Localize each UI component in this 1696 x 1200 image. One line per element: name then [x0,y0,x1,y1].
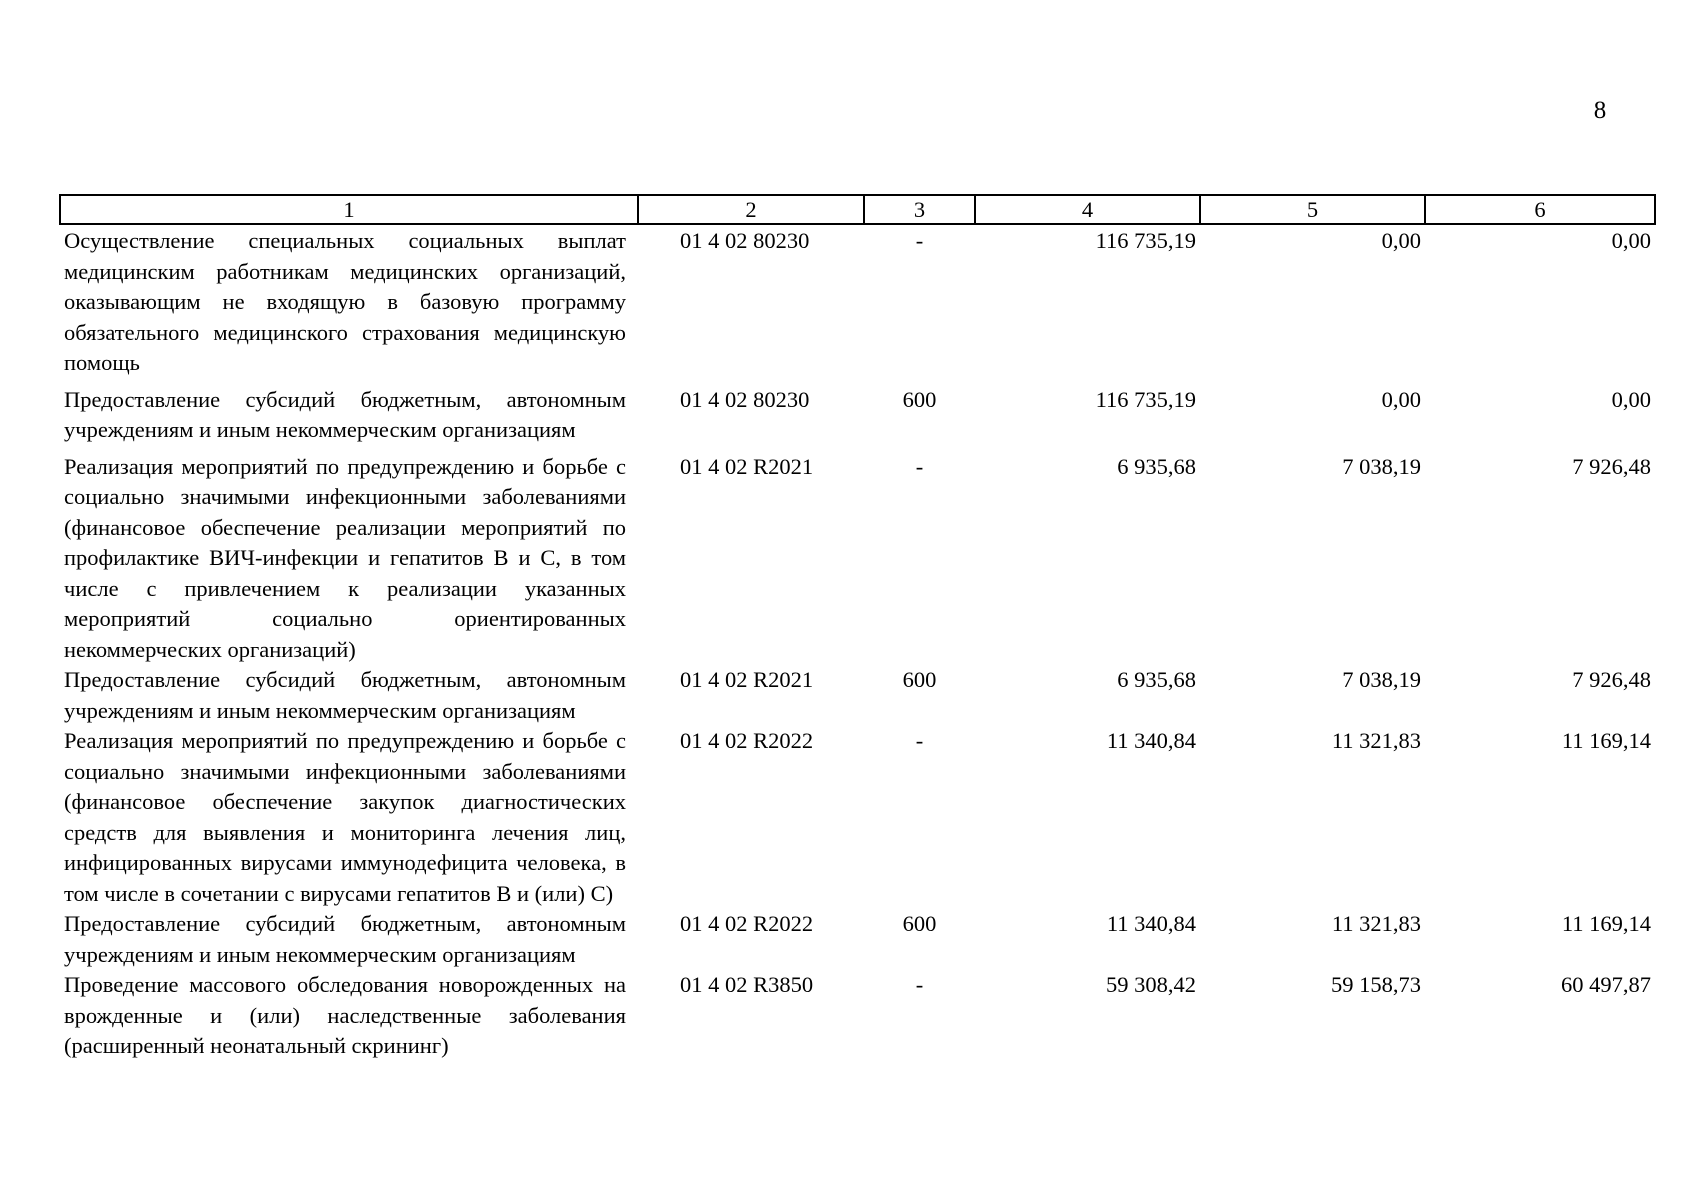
row-kind: - [915,972,924,997]
row-value-4: 59 308,42 [1106,972,1196,997]
row-name: Реализация мероприятий по предупреждению и борьбе с социально значимыми инфекционными заболеваниями (финансовое обеспечение реализации мероприятий по профилактике ВИЧ-инфекции и гепатитов В и С, в том числе с привлечением к реализации указанных мероприятий социально ориентированных некоммерческих организаций) [64,453,626,662]
row-name: Предоставление субсидий бюджетным, автономным учреждениям и иным некоммерческим организациям [64,386,626,442]
row-name: Предоставление субсидий бюджетным, автономным учреждениям и иным некоммерческим организациям [64,667,626,723]
row-value-4: 11 340,84 [1106,728,1196,753]
table-row [60,446,1655,666]
row-value-6: 11 169,14 [1561,728,1651,753]
row-value-5: 59 158,73 [1331,972,1421,997]
row-value-4: 6 935,68 [1117,453,1196,479]
row-value-4: 116 735,19 [1095,228,1196,253]
header-col-5: 5 [1200,195,1425,224]
table-row [60,379,1655,446]
row-value-5: 11 321,83 [1331,728,1421,753]
row-name: Предоставление субсидий бюджетным, автономным учреждениям и иным некоммерческим организациям [64,911,626,967]
budget-table [59,194,1656,1062]
row-value-6: 7 926,48 [1572,667,1651,692]
row-kind: 600 [902,667,937,692]
table-header [60,195,1655,224]
table-body [60,224,1655,1062]
header-col-1: 1 [60,195,638,224]
row-code: 01 4 02 R3850 [680,972,814,997]
row-name: Реализация мероприятий по предупреждению и борьбе с социально значимыми инфекционными заболеваниями (финансовое обеспечение закупок диагностических средств для выявления и мониторинга лечения лиц, инфицированных вирусами иммунодефицита человека, в том числе в сочетании с вирусами гепатитов В и (или) С) [64,728,626,906]
row-kind: - [915,228,924,253]
row-value-6: 11 169,14 [1561,911,1651,936]
row-kind: - [915,728,924,753]
header-col-3: 3 [864,195,975,224]
row-value-6: 0,00 [1611,228,1651,253]
row-value-5: 7 038,19 [1342,453,1421,479]
row-value-6: 7 926,48 [1572,453,1651,479]
row-value-5: 0,00 [1381,228,1421,253]
header-col-6: 6 [1425,195,1655,224]
row-value-4: 6 935,68 [1117,667,1196,692]
row-value-4: 11 340,84 [1106,911,1196,936]
row-code: 01 4 02 R2021 [680,453,814,479]
row-value-6: 0,00 [1611,386,1651,412]
row-name: Проведение массового обследования новорожденных на врожденные и (или) наследственные заболевания (расширенный неонатальный скрининг) [64,972,626,1058]
table-row [60,224,1655,379]
row-kind: 600 [902,911,937,936]
row-value-4: 116 735,19 [1095,386,1196,412]
row-kind: 600 [902,386,937,412]
header-col-4: 4 [975,195,1200,224]
row-name: Осуществление специальных социальных выплат медицинским работникам медицинских организаций, оказывающим не входящую в базовую программу обязательного медицинского страхования медицинскую помощь [64,228,626,375]
row-value-6: 60 497,87 [1561,972,1651,997]
row-kind: - [915,453,924,479]
table-row [60,726,1655,909]
row-code: 01 4 02 R2022 [680,911,814,936]
table-row [60,909,1655,970]
row-code: 01 4 02 R2022 [680,728,814,753]
table-row [60,665,1655,726]
row-value-5: 0,00 [1381,386,1421,412]
page-number: 8 [1593,97,1607,124]
table-row [60,970,1655,1062]
row-code: 01 4 02 80230 [680,386,810,412]
row-code: 01 4 02 80230 [680,228,810,253]
header-col-2: 2 [638,195,864,224]
row-value-5: 7 038,19 [1342,667,1421,692]
header-row [60,195,1655,224]
row-code: 01 4 02 R2021 [680,667,814,692]
row-value-5: 11 321,83 [1331,911,1421,936]
